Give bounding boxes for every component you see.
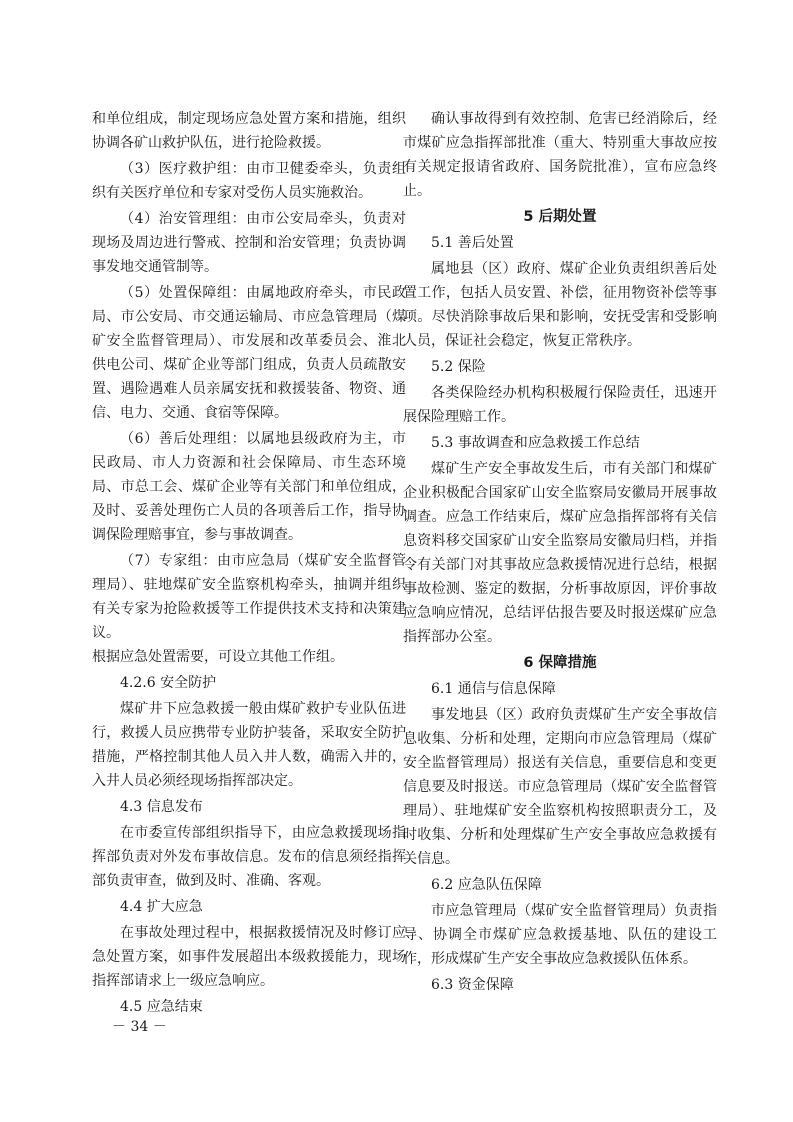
paragraph: 各类保险经办机构积极履行保险责任，迅速开展保险理赔工作。 [403, 385, 717, 425]
subsection-heading: 6.3 资金保障 [431, 977, 514, 993]
left-column [92, 107, 406, 1019]
paragraph: 煤矿井下应急救援一般由煤矿救护专业队伍进行，救援人员应携带专业防护装备，采取安全防护措施，严格控制其他人员入井人数，确需入井的，入井人员必须经现场指挥部决定。 [92, 701, 406, 789]
subsection-heading: 6.1 通信与信息保障 [431, 681, 556, 697]
paragraph: 属地县（区）政府、煤矿企业负责组织善后处置工作，包括人员安置、补偿，征用物资补偿等事项。尽快消除事故后果和影响，安抚受害和受影响人员，保证社会稳定，恢复正常秩序。 [403, 261, 717, 349]
paragraph: 事发地县（区）政府负责煤矿生产安全事故信息收集、分析和处理，定期向市应急管理局（煤矿安全监督管理局）报送有关信息，重要信息和变更信息要及时报送。市应急管理局（煤矿安全监督管理局）、驻地煤矿安全监察机构按照职责分工，及时收集、分析和处理煤矿生产安全事故应急救援有关信息。 [403, 707, 717, 867]
paragraph: （6）善后处理组：以属地县级政府为主，市民政局、市人力资源和社会保障局、市生态环境局、市总工会、煤矿企业等有关部门和单位组成，及时、妥善处理伤亡人员的各项善后工作，指导协调保险理赔事宜，参与事故调查。 [92, 431, 406, 543]
paragraph: 根据应急处置需要，可设立其他工作组。 [92, 649, 344, 665]
right-column [403, 107, 717, 997]
paragraph: （4）治安管理组：由市公安局牵头，负责对现场及周边进行警戒、控制和治安管理；负责协调事发地交通管制等。 [92, 211, 406, 275]
paragraph: 煤矿生产安全事故发生后，市有关部门和煤矿企业积极配合国家矿山安全监察局安徽局开展事故调查。应急工作结束后，煤矿应急指挥部将有关信息资料移交国家矿山安全监察局安徽局归档，并指令有关部门对其事故应急救援情况进行总结，根据事故检测、鉴定的数据，分析事故原因，评价事故应急响应情况，总结评估报告要及时报送煤矿应急指挥部办公室。 [403, 461, 717, 645]
subsection-heading: 4.5 应急结束 [120, 999, 203, 1015]
subsection-heading: 4.2.6 安全防护 [120, 675, 217, 691]
subsection-heading: 4.3 信息发布 [120, 799, 203, 815]
paragraph: 在事故处理过程中，根据救援情况及时修订应急处置方案，如事件发展超出本级救援能力，现场指挥部请求上一级应急响应。 [92, 925, 406, 989]
paragraph: （5）处置保障组：由属地政府牵头，市民政局、市公安局、市交通运输局、市应急管理局（煤矿安全监督管理局）、市发展和改革委员会、淮北供电公司、煤矿企业等部门组成，负责人员疏散安置、遇险遇难人员亲属安抚和救援装备、物资、通信、电力、交通、食宿等保障。 [92, 285, 406, 421]
paragraph: 市应急管理局（煤矿安全监督管理局）负责指导、协调全市煤矿应急救援基地、队伍的建设工作，形成煤矿生产安全事故应急救援队伍体系。 [403, 903, 717, 967]
paragraph: 在市委宣传部组织指导下，由应急救援现场指挥部负责对外发布事故信息。发布的信息须经指挥部负责审查，做到及时、准确、客观。 [92, 825, 406, 889]
subsection-heading: 5.3 事故调查和应急救援工作总结 [431, 435, 640, 451]
subsection-heading: 5.1 善后处置 [431, 235, 514, 251]
paragraph: （3）医疗救护组：由市卫健委牵头，负责组织有关医疗单位和专家对受伤人员实施救治。 [92, 161, 406, 201]
page-number: － 34 － [112, 1019, 167, 1035]
section-heading: 5 后期处置 [523, 209, 597, 225]
paragraph: （7）专家组：由市应急局（煤矿安全监督管理局）、驻地煤矿安全监察机构牵头，抽调并组织有关专家为抢险救援等工作提供技术支持和决策建议。 [92, 553, 406, 641]
paragraph: 和单位组成，制定现场应急处置方案和措施，组织协调各矿山救护队伍，进行抢险救援。 [92, 111, 406, 151]
subsection-heading: 4.4 扩大应急 [120, 899, 203, 915]
section-heading: 6 保障措施 [523, 655, 597, 671]
subsection-heading: 6.2 应急队伍保障 [431, 877, 542, 893]
paragraph: 确认事故得到有效控制、危害已经消除后，经市煤矿应急指挥部批准（重大、特别重大事故应按有关规定报请省政府、国务院批准），宣布应急终止。 [403, 111, 717, 199]
subsection-heading: 5.2 保险 [431, 359, 486, 375]
